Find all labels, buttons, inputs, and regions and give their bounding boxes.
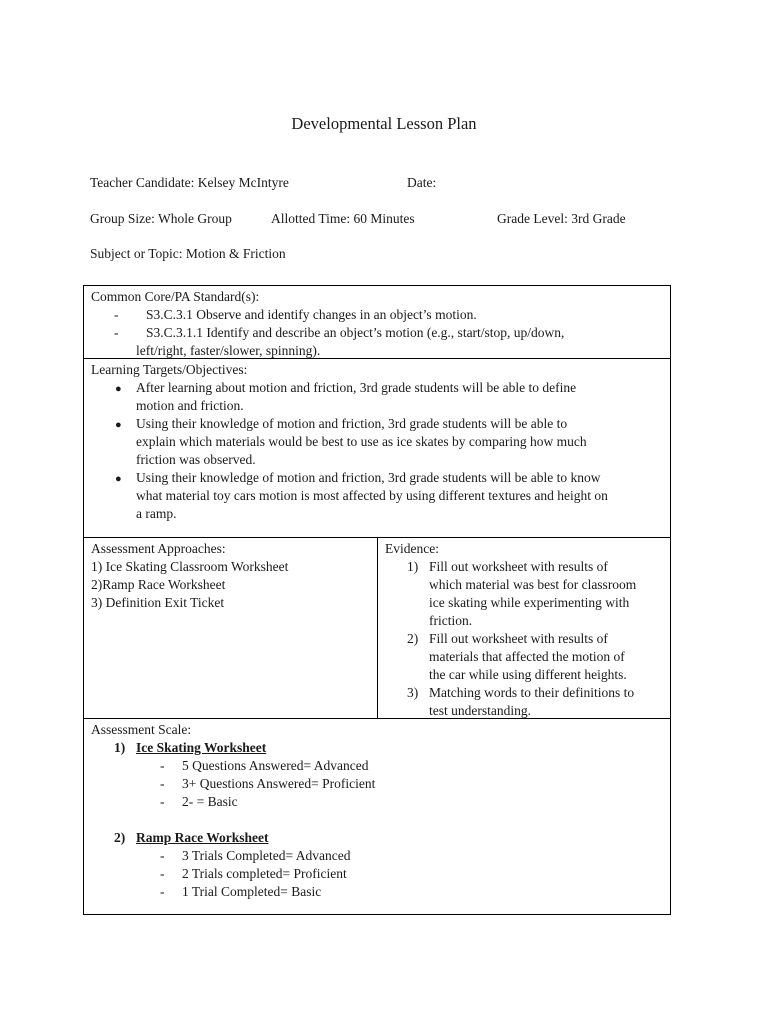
objective-line: motion and friction. — [136, 398, 244, 413]
objectives-heading: Learning Targets/Objectives: — [91, 362, 248, 377]
standards-section — [83, 285, 671, 359]
scale-item: - 2 Trials completed= Proficient — [160, 866, 347, 881]
teacher-candidate: Teacher Candidate: Kelsey McIntyre — [90, 175, 289, 190]
standards-heading: Common Core/PA Standard(s): — [91, 289, 260, 304]
subject-topic: Subject or Topic: Motion & Friction — [90, 246, 286, 261]
evidence-line: materials that affected the motion of — [429, 649, 625, 664]
evidence-section — [377, 537, 671, 719]
assessment-item: 3) Definition Exit Ticket — [91, 595, 225, 610]
dash-bullet: - — [160, 848, 165, 863]
dash-bullet: - — [160, 758, 165, 773]
objective-line: ● Using their knowledge of motion and friction, 3rd grade students will be able to — [91, 415, 666, 433]
evidence-line: which material was best for classroom — [429, 577, 637, 592]
spacer — [91, 811, 666, 829]
assessment-item: 1) Ice Skating Classroom Worksheet — [91, 559, 289, 574]
scale-item: - 3+ Questions Answered= Proficient — [160, 776, 376, 791]
evidence-line: friction. — [429, 613, 473, 628]
dash-bullet: - — [114, 325, 119, 340]
dot-bullet: ● — [115, 419, 122, 431]
dot-bullet: ● — [115, 473, 122, 485]
evidence-line: test understanding. — [429, 703, 531, 718]
allotted-time: Allotted Time: 60 Minutes — [271, 211, 415, 226]
dash-bullet: - — [114, 307, 119, 322]
objective-line: friction was observed. — [136, 452, 256, 467]
scale-ice-title: Ice Skating Worksheet — [136, 740, 267, 755]
objective-line: a ramp. — [136, 506, 177, 521]
scale-item: - 3 Trials Completed= Advanced — [160, 848, 351, 863]
assessment-item: 2)Ramp Race Worksheet — [91, 577, 226, 592]
scale-ice-title-row — [91, 739, 666, 757]
scale-ice-marker: 1) — [114, 740, 126, 755]
standard-item-continued: left/right, faster/slower, spinning). — [136, 343, 321, 358]
dash-bullet: - — [160, 884, 165, 899]
scale-ramp-title: Ramp Race Worksheet — [136, 830, 269, 845]
evidence-line: ice skating while experimenting with — [429, 595, 630, 610]
evidence-line: the car while using different heights. — [429, 667, 627, 682]
objective-line: ● Using their knowledge of motion and friction, 3rd grade students will be able to know — [91, 469, 666, 487]
date-label: Date: — [407, 175, 437, 190]
assessment-approaches-section — [83, 537, 378, 719]
page-title: Developmental Lesson Plan — [291, 114, 477, 133]
dash-bullet: - — [160, 776, 165, 791]
grade-level: Grade Level: 3rd Grade — [497, 211, 626, 226]
objectives-section — [83, 358, 671, 538]
assessment-heading: Assessment Approaches: — [91, 541, 226, 556]
objective-line: ● After learning about motion and friction, 3rd grade students will be able to define — [91, 379, 666, 397]
evidence-marker: 3) — [407, 685, 419, 700]
dash-bullet: - — [160, 866, 165, 881]
scale-ramp-title-row — [91, 829, 666, 847]
objective-line: explain which materials would be best to use as ice skates by comparing how much — [136, 434, 587, 449]
assessment-scale-section — [83, 718, 671, 915]
evidence-marker: 1) — [407, 559, 419, 574]
evidence-line: 2) Fill out worksheet with results of — [407, 631, 608, 646]
dot-bullet: ● — [115, 383, 122, 395]
dash-bullet: - — [160, 794, 165, 809]
group-size: Group Size: Whole Group — [90, 211, 232, 226]
scale-item: - 5 Questions Answered= Advanced — [160, 758, 369, 773]
evidence-line: 3) Matching words to their definitions to — [407, 685, 635, 700]
evidence-line: 1) Fill out worksheet with results of — [407, 559, 608, 574]
standard-item: - S3.C.3.1 Observe and identify changes in an object’s motion. — [114, 307, 477, 322]
standard-item: - S3.C.3.1.1 Identify and describe an object’s motion (e.g., start/stop, up/down, — [114, 325, 565, 340]
evidence-heading: Evidence: — [385, 541, 439, 556]
scale-item: - 1 Trial Completed= Basic — [160, 884, 322, 899]
evidence-marker: 2) — [407, 631, 419, 646]
objective-line: what material toy cars motion is most affected by using different textures and height on — [136, 488, 608, 503]
scale-item: - 2- = Basic — [160, 794, 238, 809]
scale-heading: Assessment Scale: — [91, 722, 192, 737]
scale-ramp-marker: 2) — [114, 830, 126, 845]
